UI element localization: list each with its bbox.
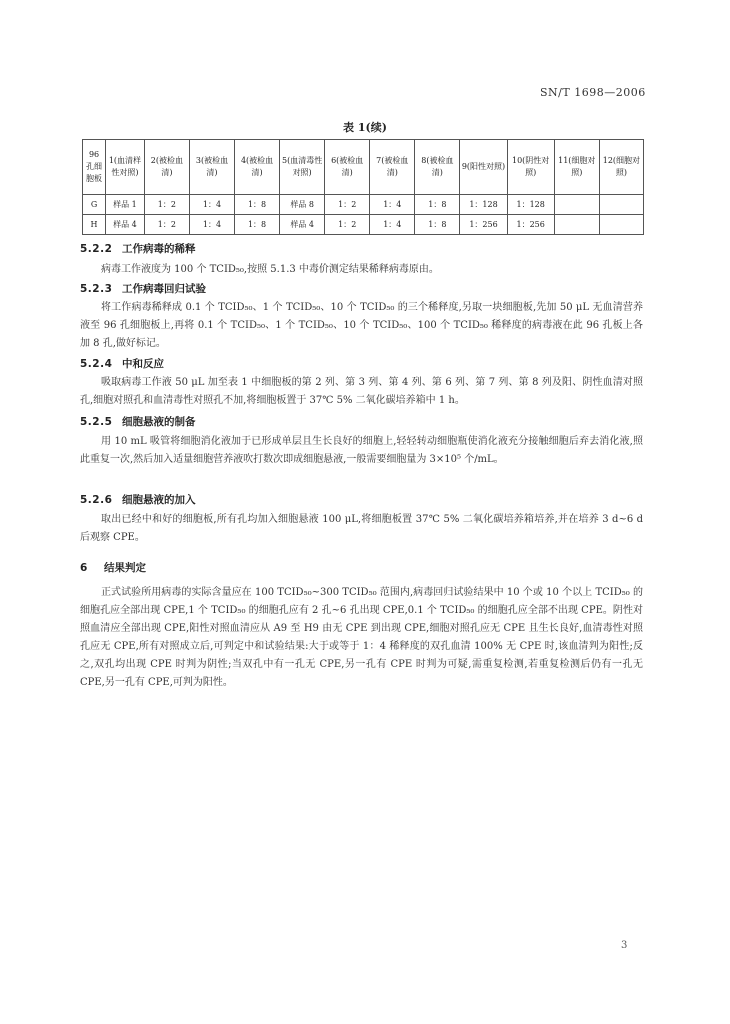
section-title: 细胞悬液的制备 <box>122 416 196 428</box>
table-cell: 样品 8 <box>280 195 325 215</box>
table-cell <box>599 195 643 215</box>
table-cell: 样品 4 <box>280 215 325 235</box>
table-cell: 1：4 <box>370 215 415 235</box>
table-cell: 1：2 <box>144 195 189 215</box>
column-header: 11(细胞对照) <box>554 140 599 195</box>
table-row <box>83 195 644 215</box>
table-cell: 1：4 <box>189 195 234 215</box>
column-header: 6(被检血清) <box>325 140 370 195</box>
standard-number: SN/T 1698—2006 <box>540 86 646 99</box>
section-number: 5.2.3 <box>80 283 113 295</box>
table-cell: 1：256 <box>460 215 507 235</box>
column-header: 2(被检血清) <box>144 140 189 195</box>
section-heading <box>80 356 164 371</box>
table-cell <box>554 215 599 235</box>
table-cell: 1：8 <box>415 195 460 215</box>
column-header: 9(阳性对照) <box>460 140 507 195</box>
section-number: 5.2.6 <box>80 494 113 506</box>
table-cell: 1：2 <box>325 215 370 235</box>
section-heading <box>80 560 146 575</box>
column-header: 8(被检血清) <box>415 140 460 195</box>
table-cell: 1：128 <box>507 195 554 215</box>
section-number: 6 <box>80 562 88 574</box>
section-heading <box>80 241 196 256</box>
section-number: 5.2.2 <box>80 243 113 255</box>
section-number: 5.2.5 <box>80 416 113 428</box>
row-label: H <box>83 215 106 235</box>
section-heading <box>80 492 196 507</box>
table-cell: 1：128 <box>460 195 507 215</box>
table-cell: 1：8 <box>235 215 280 235</box>
table-cell: 1：8 <box>415 215 460 235</box>
column-header: 1(血清样性对照) <box>106 140 145 195</box>
table-cell: 1：8 <box>235 195 280 215</box>
section-paragraph: 正式试验所用病毒的实际含量应在 100 TCID₅₀~300 TCID₅₀ 范围内,病毒回归试验结果中 10 个或 10 个以上 TCID₅₀ 的细胞孔应全部出现 CPE,1 个 TCID₅₀ 的细胞孔应有 2 孔~6 孔出现 CPE,0.1 个 TCID₅₀ 的细胞孔应全部不出现 CPE。阴性对照血清应全部出现 CPE,阳性对照血清应从 A9 至 H9 由无 CPE 到出现 CPE,细胞对照孔应无 CPE 且生长良好,血清毒性对照孔应无 CPE,所有对照成立后,可判定中和试验结果:大于或等于 1：4 稀释度的双孔血清 100% 无 CPE 时,该血清判为阳性;反之,双孔均出现 CPE 时判为阴性;当双孔中有一孔无 CPE,另一孔有 CPE 时判为可疑,需重复检测,若重复检测后仍有一孔无 CPE,另一孔有 CPE,可判为阳性。 <box>80 587 643 688</box>
table-cell: 1：2 <box>325 195 370 215</box>
table-cell: 样品 1 <box>106 195 145 215</box>
section-paragraph: 病毒工作液度为 100 个 TCID₅₀,按照 5.1.3 中毒价测定结果稀释病毒原由。 <box>101 264 439 275</box>
row-label: G <box>83 195 106 215</box>
section-heading <box>80 414 196 429</box>
column-header: 3(被检血清) <box>189 140 234 195</box>
section-paragraph: 将工作病毒稀释成 0.1 个 TCID₅₀、1 个 TCID₅₀、10 个 TCID₅₀ 的三个稀释度,另取一块细胞板,先加 50 μL 无血清营养液至 96 孔细胞板上,再将 0.1 个 TCID₅₀、1 个 TCID₅₀、10 个 TCID₅₀、100 个 TCID₅₀ 稀释度的病毒液在此 96 孔板上各加 8 孔,做好标记。 <box>80 302 643 349</box>
section-heading <box>80 281 206 296</box>
section-title: 中和反应 <box>122 358 164 370</box>
column-header: 7(被检血清) <box>370 140 415 195</box>
section-paragraph: 取出已经中和好的细胞板,所有孔均加入细胞悬液 100 μL,将细胞板置 37℃ 5% 二氧化碳培养箱培养,并在培养 3 d~6 d 后观察 CPE。 <box>80 514 643 543</box>
results-table <box>82 139 644 235</box>
column-header: 10(阴性对照) <box>507 140 554 195</box>
section-title: 结果判定 <box>104 562 146 574</box>
table-cell: 样品 4 <box>106 215 145 235</box>
column-header: 96 孔细胞板 <box>83 140 106 195</box>
section-title: 细胞悬液的加入 <box>122 494 196 506</box>
table-cell: 1：256 <box>507 215 554 235</box>
table-cell <box>599 215 643 235</box>
table-cell: 1：4 <box>189 215 234 235</box>
page-number: 3 <box>621 940 628 951</box>
table-cell <box>554 195 599 215</box>
table-row <box>83 215 644 235</box>
table-header-row <box>83 140 644 195</box>
table-cell: 1：2 <box>144 215 189 235</box>
column-header: 12(细胞对照) <box>599 140 643 195</box>
section-title: 工作病毒的稀释 <box>122 243 196 255</box>
section-paragraph: 吸取病毒工作液 50 μL 加至表 1 中细胞板的第 2 列、第 3 列、第 4 列、第 6 列、第 7 列、第 8 列及阳、阴性血清对照孔,细胞对照孔和血清毒性对照孔不加,将细胞板置于 37℃ 5% 二氧化碳培养箱中 1 h。 <box>80 377 643 406</box>
section-title: 工作病毒回归试验 <box>122 283 206 295</box>
section-number: 5.2.4 <box>80 358 113 370</box>
table-title: 表 1(续) <box>343 121 387 134</box>
column-header: 4(被检血清) <box>235 140 280 195</box>
section-paragraph: 用 10 mL 吸管将细胞消化液加于已形成单层且生长良好的细胞上,轻轻转动细胞瓶使消化液充分接触细胞后弃去消化液,照此重复一次,然后加入适量细胞营养液吹打数次即成细胞悬液,一般需要细胞量为 3×10⁵ 个/mL。 <box>80 436 643 465</box>
column-header: 5(血清毒性对照) <box>280 140 325 195</box>
table-cell: 1：4 <box>370 195 415 215</box>
